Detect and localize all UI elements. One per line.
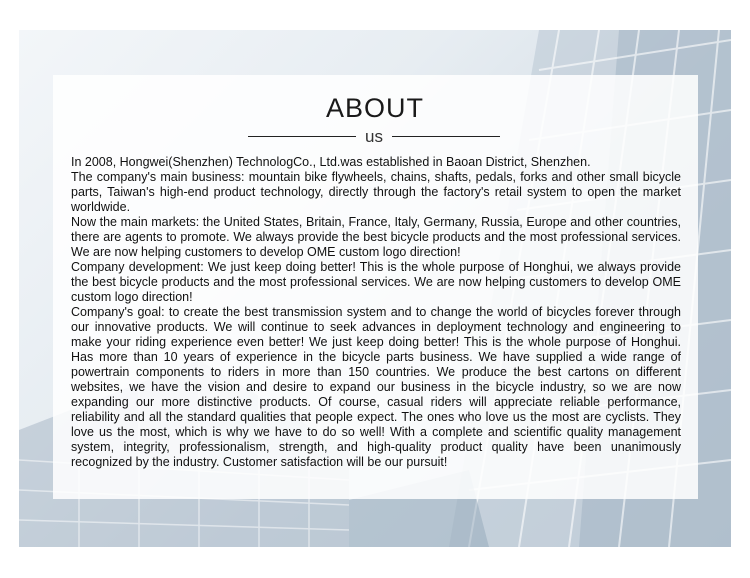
paragraph-company-goal: Company's goal: to create the best transmission system and to change the world of bicycles forever through our innovative products. We will continue to seek advances in deployment technology and engineering to make your riding experience even better! We just keep doing better! This is the whole purpose of Honghui. Has more than 10 years of experience in the bicycle parts business. We have supplied a wide range of powertrain components to riders in more than 150 countries. We produce the best cartons on different websites, we have the vision and desire to expand our business in the bicycle industry, so we are now expanding our more distinctive products. Of course, casual riders will appreciate reliable performance, reliability and all the standard qualities that people expect. The ones who love us the most are cyclists. They love us the most, which is why we have to do so well! With a complete and scientific quality management system, integrity, professionalism, strength, and high-quality product quality have been unanimously recognized by the industry. Customer satisfaction will be our pursuit!: [71, 305, 681, 469]
divider-line-right: [392, 136, 500, 137]
subtitle-row: [248, 127, 500, 147]
paragraph-main-markets: Now the main markets: the United States, Britain, France, Italy, Germany, Russia, Europe and other countries, there are agents to promote. We always provide the best bicycle products and the most professional services. We are now helping customers to develop OME custom logo direction!: [71, 215, 681, 259]
paragraph-main-business: The company's main business: mountain bike flywheels, chains, shafts, pedals, forks and other small bicycle parts, Taiwan's high-end product technology, directly through the factory's retail system to open the market worldwide.: [71, 170, 681, 214]
about-subtitle: us: [365, 127, 383, 146]
about-body: [71, 155, 681, 470]
paragraph-company-development: Company development: We just keep doing better! This is the whole purpose of Honghui, we always provide the best bicycle products and the most professional services. We are now helping customers to develop OME custom logo direction!: [71, 260, 681, 304]
paragraph-founding: In 2008, Hongwei(Shenzhen) TechnologCo., Ltd.was established in Baoan District, Shenzhen.: [71, 155, 591, 169]
about-title: ABOUT: [325, 93, 424, 123]
